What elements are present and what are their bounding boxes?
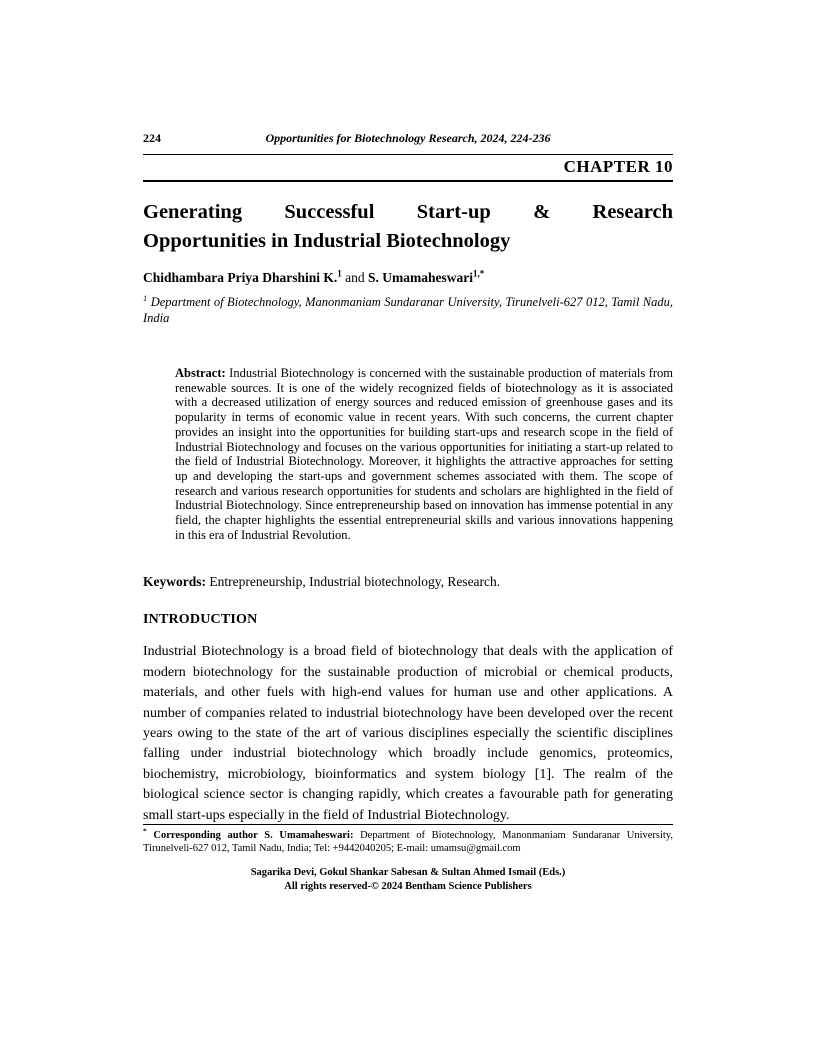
author-2: S. Umamaheswari — [368, 270, 474, 285]
chapter-band — [143, 154, 673, 182]
footer-editors: Sagarika Devi, Gokul Shankar Sabesan & Sultan Ahmed Ismail (Eds.) — [250, 867, 566, 878]
running-head-title: Opportunities for Biotechnology Research, 2024, 224-236 — [265, 131, 551, 145]
abstract-text: Industrial Biotechnology is concerned with the sustainable production of materials from renewable sources. It is one of the widely recognized fields of biotechnology as it is associated with a decreased utilization of energy sources and reduced emission of greenhouse gases and its popularity in terms of economic value in recent years. With such concerns, the current chapter provides an insight into the opportunities for building start-ups and research scope in the field of Industrial Biotechnology and focuses on the various opportunities for initiating a start-up related to the field of Industrial Biotechnology. Moreover, it highlights the attractive approaches for setting up and developing the start-ups and government schemes associated with them. The scope of research and various research opportunities for students and scholars are highlighted in the field of Industrial Biotechnology. Since entrepreneurship based on innovation has immense potential in any field, the chapter highlights the essential entrepreneurial skills and various innovations happening in this era of Industrial Revolution. — [175, 366, 673, 542]
affiliation-marker: 1 — [143, 292, 148, 303]
page-footer — [143, 866, 673, 894]
authors-connector: and — [341, 270, 369, 285]
footnote-text: Department of Biotechnology, Manonmaniam Sundaranar University, Tirunelveli-627 012, Tamil Nadu, India; Tel: +9442040205; E-mail: umamsu@gmail.com — [143, 830, 674, 854]
introduction-heading: INTRODUCTION — [143, 612, 258, 628]
abstract — [175, 366, 673, 542]
affiliation-text: Department of Biotechnology, Manonmaniam Sundaranar University, Tirunelveli-627 012, Tamil Nadu, India — [143, 295, 673, 325]
author-2-affiliation-marker: 1,* — [473, 268, 485, 279]
footnote-label: Corresponding author S. Umamaheswari: — [146, 830, 354, 841]
chapter-title-line1: Generating Successful Start-up & Research — [143, 201, 673, 223]
keywords-text: Entrepreneurship, Industrial biotechnology, Research. — [206, 574, 501, 590]
footer-rights: All rights reserved-© 2024 Bentham Science Publishers — [284, 881, 532, 892]
author-1: Chidhambara Priya Dharshini K. — [143, 270, 338, 285]
author-1-affiliation-marker: 1 — [337, 268, 342, 279]
chapter-label: CHAPTER 10 — [563, 157, 673, 176]
corresponding-author-footnote — [143, 824, 673, 855]
authors-line — [143, 269, 673, 286]
footnote-marker: * — [143, 826, 147, 836]
abstract-label: Abstract: — [175, 366, 226, 380]
running-header — [143, 131, 673, 147]
chapter-title — [143, 198, 673, 256]
keywords-label: Keywords: — [143, 574, 206, 590]
page-content — [143, 131, 673, 826]
introduction-paragraph: Industrial Biotechnology is a broad field of biotechnology that deals with the application of modern biotechnology for the sustainable production of microbial or chemical products, materials, and other fuels with high-end values for human use and other applications. A number of companies related to industrial biotechnology have been developed over the recent years owing to the state of the art of various disciplines especially the scientific disciplines falling under industrial biotechnology which broadly include genomics, proteomics, biochemistry, microbiology, bioinformatics and system biology [1]. The realm of the biological science sector is changing rapidly, which creates a favourable path for generating small start-ups especially in the field of Industrial Biotechnology. — [143, 644, 673, 823]
chapter-title-line2: Opportunities in Industrial Biotechnology — [143, 230, 511, 252]
keywords — [143, 573, 673, 590]
affiliation — [143, 292, 673, 326]
page-number: 224 — [143, 131, 161, 145]
